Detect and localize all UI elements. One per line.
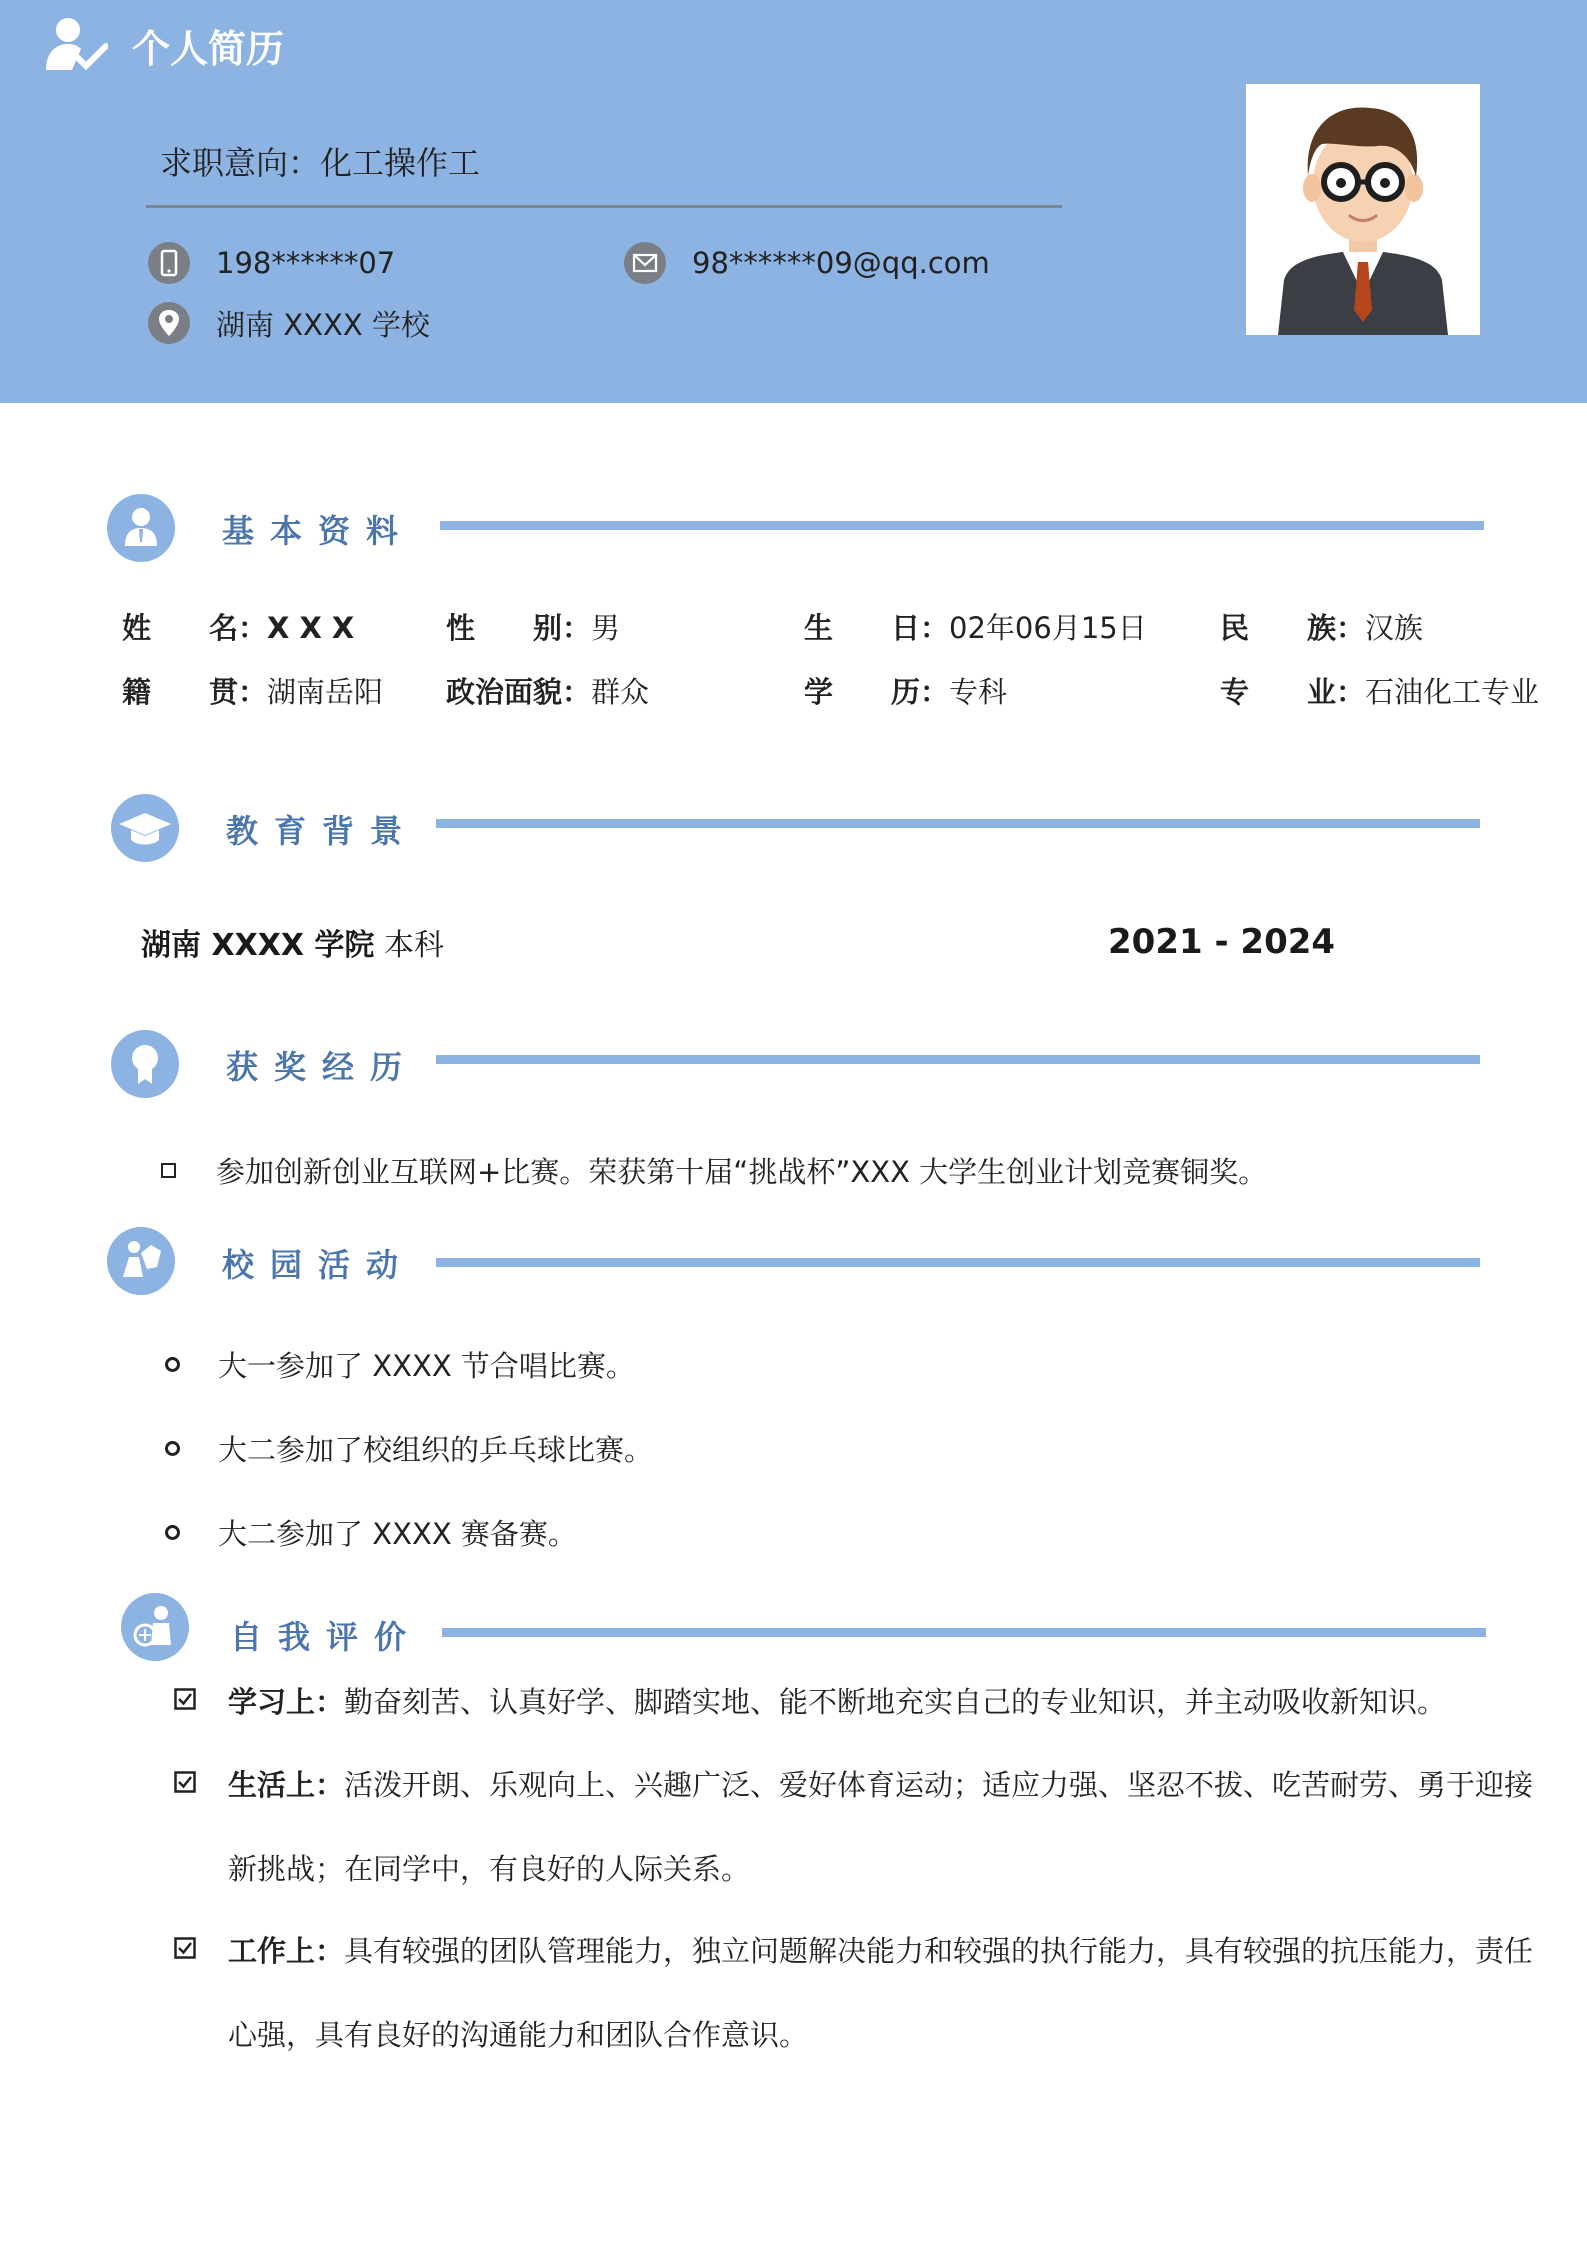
avatar: [1246, 84, 1480, 335]
checkbox-icon: [174, 1937, 196, 1959]
education-years: 2021 - 2024: [1108, 922, 1336, 962]
info-birthday: 生 日：02年06月15日: [804, 611, 1147, 645]
education-school: 湖南 XXXX 学院: [141, 928, 375, 963]
eval-study: 学习上：勤奋刻苦、认真好学、脚踏实地、能不断地充实自己的专业知识，并主动吸收新知识。: [228, 1685, 1447, 1719]
job-intention: 求职意向：化工操作工: [160, 144, 481, 182]
info-degree: 学 历：专科: [804, 675, 1008, 709]
section-divider: [442, 1628, 1486, 1637]
graduation-cap-icon: [111, 794, 179, 862]
profile-photo: [1246, 84, 1480, 335]
info-gender: 性 别：男: [446, 611, 621, 645]
location-pin-icon: [148, 302, 190, 344]
section-title-education: 教育背景: [226, 812, 419, 850]
info-name: 姓 名：X X X: [122, 611, 355, 645]
section-divider: [436, 1055, 1480, 1064]
email-address: 98******09@qq.com: [692, 246, 990, 280]
header-banner: [0, 0, 1587, 403]
phone-number: 198******07: [216, 246, 396, 280]
section-divider: [436, 819, 1480, 828]
address-row: [148, 302, 430, 344]
self-evaluation-icon: [121, 1593, 189, 1661]
eval-life-cont: 新挑战；在同学中，有良好的人际关系。: [228, 1852, 751, 1886]
list-bullet: [165, 1441, 180, 1456]
email-row: [624, 242, 990, 284]
section-title-campus: 校园活动: [222, 1246, 415, 1284]
resume-title: 个人简历: [132, 27, 285, 71]
list-bullet: [165, 1357, 180, 1372]
activity-icon: [107, 1227, 175, 1295]
list-bullet: [165, 1525, 180, 1540]
education-degree: 本科: [384, 928, 444, 963]
mail-icon: [624, 242, 666, 284]
section-title-self-eval: 自我评价: [230, 1618, 423, 1656]
campus-item: 大二参加了校组织的乒乓球比赛。: [218, 1433, 654, 1467]
person-icon: [107, 494, 175, 562]
section-title-awards: 获奖经历: [226, 1048, 419, 1086]
school-address: 湖南 XXXX 学校: [216, 307, 430, 342]
list-bullet: [161, 1163, 176, 1178]
info-major: 专 业：石油化工专业: [1220, 675, 1540, 709]
checkbox-icon: [174, 1688, 196, 1710]
info-origin: 籍 贯：湖南岳阳: [122, 675, 384, 709]
phone-icon: [148, 242, 190, 284]
campus-item: 大二参加了 XXXX 赛备赛。: [218, 1517, 577, 1551]
eval-work-cont: 心强，具有良好的沟通能力和团队合作意识。: [228, 2018, 809, 2052]
section-title-basic: 基本资料: [222, 512, 415, 550]
section-divider: [440, 521, 1484, 530]
award-item: 参加创新创业互联网+比赛。荣获第十届“挑战杯”XXX 大学生创业计划竞赛铜奖。: [216, 1155, 1268, 1189]
campus-item: 大一参加了 XXXX 节合唱比赛。: [218, 1349, 635, 1383]
divider: [146, 205, 1062, 208]
eval-work: 工作上：具有较强的团队管理能力，独立问题解决能力和较强的执行能力，具有较强的抗压能力，责任: [228, 1934, 1534, 1968]
info-ethnicity: 民 族：汉族: [1220, 611, 1424, 645]
eval-life: 生活上：活泼开朗、乐观向上、兴趣广泛、爱好体育运动；适应力强、坚忍不拔、吃苦耐劳、勇于迎接: [228, 1768, 1534, 1802]
checkbox-icon: [174, 1771, 196, 1793]
info-politics: 政治面貌：群众: [446, 675, 650, 709]
user-check-icon: [44, 16, 108, 72]
phone-row: [148, 242, 395, 284]
medal-icon: [111, 1030, 179, 1098]
section-divider: [436, 1258, 1480, 1267]
